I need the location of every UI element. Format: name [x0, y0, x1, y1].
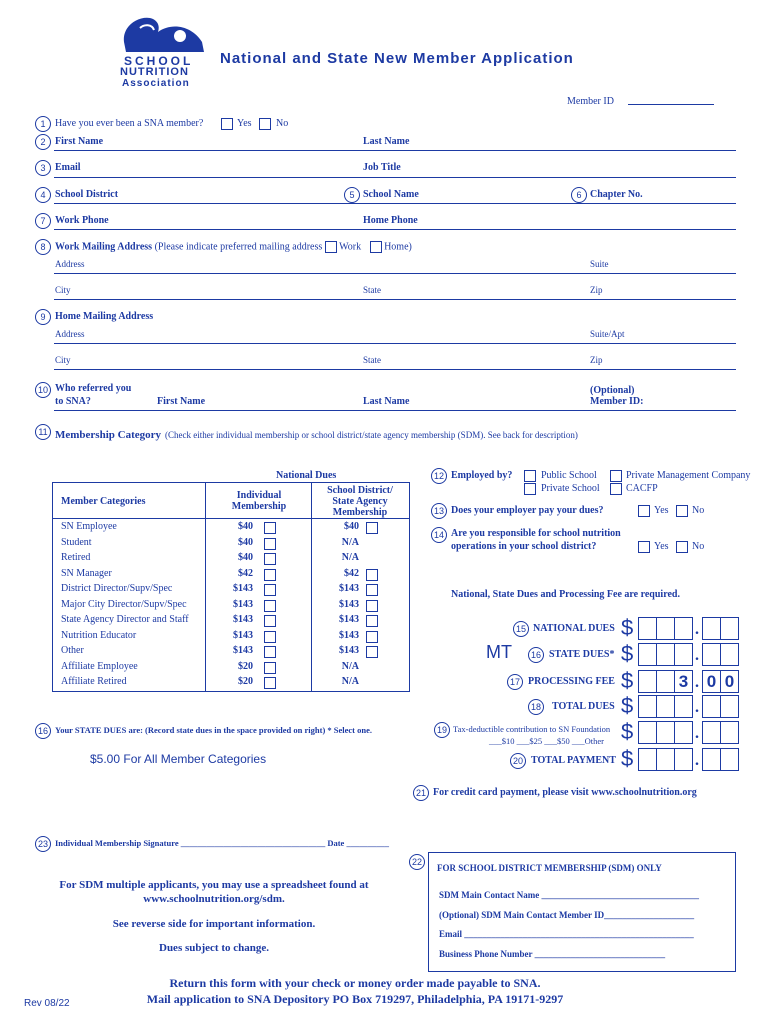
q13-number: 13 [431, 503, 447, 519]
individual-checkbox[interactable] [264, 646, 276, 658]
last-name-label: Last Name [363, 136, 410, 147]
state-code: MT [486, 642, 512, 662]
required-note: National, State Dues and Processing Fee are required. [451, 589, 680, 600]
chapter-no-label: Chapter No. [590, 189, 643, 200]
work-address-label: Work Mailing Address [55, 241, 153, 253]
national-dues-label: NATIONAL DUES [533, 623, 615, 634]
dues-row-category: District Director/Supv/Spec [61, 583, 173, 594]
dues-row-sdm: N/A [341, 676, 359, 687]
q22-number: 22 [409, 854, 425, 870]
private-mgmt-label: Private Management Company [626, 470, 751, 481]
dues-row-category: SN Manager [61, 567, 112, 579]
q6-number: 6 [571, 187, 587, 203]
dues-row-sdm: $143 [339, 629, 359, 641]
individual-checkbox[interactable] [264, 662, 276, 674]
dues-row-sdm: $143 [339, 614, 359, 625]
dues-row-individual: $143 [233, 629, 253, 641]
logo-line3: Association [122, 78, 190, 89]
q16-number: 16 [528, 647, 544, 663]
national-dues-title: National Dues [276, 470, 337, 481]
private-school-label: Private School [541, 483, 600, 494]
dues-row-category: Retired [61, 552, 91, 563]
sdm-phone[interactable]: Business Phone Number _____________________________ [439, 949, 666, 959]
processing-fee-label: PROCESSING FEE [528, 676, 615, 687]
responsible-yes-label: Yes [654, 541, 669, 552]
total-payment-label: TOTAL PAYMENT [531, 755, 616, 766]
dues-row-individual: $143 [233, 614, 253, 625]
sdm-email[interactable]: Email ___________________________________________________ [439, 929, 694, 939]
dues-row-category: Major City Director/Supv/Spec [61, 598, 187, 610]
dues-row-individual: $20 [238, 660, 253, 672]
district-line[interactable] [54, 203, 736, 204]
q20-number: 20 [510, 753, 526, 769]
work-suite-sub: Suite [590, 259, 609, 269]
optional-label: (Optional) [590, 385, 635, 396]
dues-row-sdm: $143 [339, 598, 359, 610]
credit-card-note: For credit card payment, please visit www.schoolnutrition.org [433, 787, 697, 798]
signature-line[interactable]: Individual Membership Signature __________________________________ Date __________ [55, 838, 389, 848]
total-payment-dollar: $ [621, 746, 634, 771]
total-dues-dollar: $ [621, 693, 634, 718]
sdm-box [428, 852, 736, 972]
sdm-info-line3: See reverse side for important information. [112, 918, 316, 930]
q4-number: 4 [35, 187, 51, 203]
total-dues-boxes[interactable]: . [638, 695, 738, 718]
public-school-checkbox[interactable] [524, 470, 536, 482]
q17-number: 17 [507, 674, 523, 690]
sdm-checkbox[interactable] [366, 631, 378, 643]
employer-pay-no-checkbox[interactable] [676, 505, 688, 517]
referred-label1: Who referred you [55, 383, 132, 394]
contribution-label2: ___$10 ___$25 ___$50 ___Other [489, 736, 604, 746]
q11-number: 11 [35, 424, 51, 440]
name-line[interactable] [54, 150, 736, 151]
private-mgmt-checkbox[interactable] [610, 470, 622, 482]
individual-checkbox[interactable] [264, 631, 276, 643]
dues-row-individual: $20 [238, 676, 253, 687]
state-dues-boxes[interactable]: . [638, 643, 738, 666]
work-city-sub: City [55, 285, 71, 295]
state-dues-value: $5.00 For All Member Categories [90, 752, 267, 766]
dues-row-sdm: $143 [339, 645, 359, 656]
sdm-contact-name[interactable]: SDM Main Contact Name ___________________________________ [439, 890, 699, 900]
q19-number: 19 [434, 722, 450, 738]
total-dues-label: TOTAL DUES [552, 701, 615, 712]
dues-row-category: Other [61, 645, 84, 656]
responsible-no-checkbox[interactable] [676, 541, 688, 553]
work-phone-label: Work Phone [55, 215, 109, 226]
apple-figure-icon [114, 12, 210, 54]
dues-row-sdm: $40 [344, 521, 359, 532]
q14-number: 14 [431, 527, 447, 543]
work-address-sub: Address [55, 259, 85, 269]
member-id-field[interactable] [628, 104, 714, 105]
q18-number: 18 [528, 699, 544, 715]
home-suite-sub: Suite/Apt [590, 329, 625, 339]
individual-checkbox[interactable] [264, 677, 276, 689]
logo-line1: SCHOOL [124, 54, 194, 68]
q1-number: 1 [35, 116, 51, 132]
referrer-line[interactable] [54, 410, 736, 411]
sdm-checkbox[interactable] [366, 646, 378, 658]
national-dues-boxes[interactable]: . [638, 617, 738, 640]
email-label: Email [55, 162, 81, 173]
responsible-label2: operations in your school district? [451, 541, 597, 552]
sdm-checkbox[interactable] [366, 615, 378, 627]
employer-pay-no-label: No [692, 505, 705, 516]
individual-checkbox[interactable] [264, 615, 276, 627]
footer-line2: Mail application to SNA Depository PO Box 719297, Philadelphia, PA 19171-9297 [146, 992, 564, 1006]
col-individual-header: Individual Membership [231, 490, 287, 512]
q8-label-row [55, 241, 412, 253]
state-dues-label: STATE DUES* [549, 649, 615, 660]
school-district-label: School District [55, 189, 119, 200]
home-preferred-label: Home) [384, 241, 412, 253]
q8-number: 8 [35, 239, 51, 255]
employer-pay-label: Does your employer pay your dues? [451, 505, 604, 516]
sdm-info-line4: Dues subject to change. [159, 942, 269, 954]
sdm-info-line1: For SDM multiple applicants, you may use a spreadsheet found at [59, 879, 369, 891]
national-dues-dollar: $ [621, 615, 634, 640]
q1-yes-checkbox[interactable] [221, 118, 233, 130]
q16-state-number: 16 [35, 723, 51, 739]
email-line[interactable] [54, 177, 736, 178]
q7-number: 7 [35, 213, 51, 229]
home-zip-sub: Zip [590, 355, 603, 365]
q3-number: 3 [35, 160, 51, 176]
work-state-sub: State [363, 285, 381, 295]
total-payment-boxes[interactable]: . [638, 748, 738, 771]
dues-row-category: Nutrition Educator [61, 629, 137, 641]
first-name-label: First Name [55, 136, 104, 147]
q10-number: 10 [35, 382, 51, 398]
sdm-checkbox[interactable] [366, 569, 378, 581]
footer-line1: Return this form with your check or money order made payable to SNA. [169, 976, 541, 990]
contribution-boxes[interactable]: . [638, 721, 738, 744]
q12-number: 12 [431, 468, 447, 484]
q1-yes-label: Yes [237, 118, 252, 129]
form-title: National and State New Member Application [220, 50, 574, 67]
sdm-checkbox[interactable] [366, 522, 378, 534]
member-id-label: Member ID [567, 96, 614, 107]
q9-number: 9 [35, 309, 51, 325]
sdm-checkbox[interactable] [366, 600, 378, 612]
work-preferred-label: Work [339, 241, 362, 253]
sdm-checkbox[interactable] [366, 584, 378, 596]
revision-label: Rev 08/22 [24, 998, 70, 1009]
dues-row-individual: $40 [238, 521, 253, 532]
state-dues-dollar: $ [621, 641, 634, 666]
col-sdm-header: School District/ State Agency Membership [327, 485, 393, 518]
individual-checkbox[interactable] [264, 584, 276, 596]
dues-row-sdm: N/A [341, 552, 359, 563]
q1-label: Have you ever been a SNA member? [55, 118, 204, 129]
processing-fee-dollars: 3 [674, 670, 693, 693]
home-phone-label: Home Phone [363, 215, 418, 226]
dues-row-category: State Agency Director and Staff [61, 614, 189, 625]
sna-logo [112, 12, 212, 90]
optional-member-id-label: Member ID: [590, 396, 644, 407]
private-school-checkbox[interactable] [524, 483, 536, 495]
processing-fee-dollar: $ [621, 668, 634, 693]
responsible-label1: Are you responsible for school nutrition [451, 528, 621, 539]
q5-number: 5 [344, 187, 360, 203]
individual-checkbox[interactable] [264, 600, 276, 612]
home-state-sub: State [363, 355, 381, 365]
state-dues-instructions: Your STATE DUES are: (Record state dues in the space provided on right) * Select one. [55, 725, 373, 735]
processing-fee-cents2: 0 [720, 670, 739, 693]
membership-category-label: Membership Category [55, 429, 162, 441]
dues-row-category: Student [61, 536, 92, 548]
dues-row-individual: $40 [238, 552, 253, 563]
individual-checkbox[interactable] [264, 569, 276, 581]
employer-pay-yes-label: Yes [654, 505, 669, 516]
q23-number: 23 [35, 836, 51, 852]
responsible-no-label: No [692, 541, 705, 552]
employed-by-label: Employed by? [451, 470, 513, 481]
processing-fee-cents1: 0 [702, 670, 721, 693]
phone-line[interactable] [54, 229, 736, 230]
cacfp-label: CACFP [626, 483, 658, 494]
home-city-sub: City [55, 355, 71, 365]
sdm-title: FOR SCHOOL DISTRICT MEMBERSHIP (SDM) ONLY [437, 863, 662, 873]
home-preferred-checkbox[interactable] [370, 241, 382, 253]
job-title-label: Job Title [363, 162, 401, 173]
q1-no-checkbox[interactable] [259, 118, 271, 130]
dues-row-individual: $143 [233, 583, 253, 594]
work-address-line[interactable] [54, 273, 736, 274]
referrer-last-label: Last Name [363, 396, 410, 407]
public-school-label: Public School [541, 470, 597, 481]
contribution-label1: Tax-deductible contribution to SN Foundation [453, 724, 611, 734]
sdm-info-line2: www.schoolnutrition.org/sdm. [143, 893, 285, 905]
dues-row-category: SN Employee [61, 521, 117, 532]
dues-row-category: Affiliate Retired [61, 676, 127, 687]
dues-row-individual: $143 [233, 598, 253, 610]
referred-label2: to SNA? [55, 396, 91, 407]
work-preferred-checkbox[interactable] [325, 241, 337, 253]
dues-row-sdm: N/A [341, 536, 359, 548]
contribution-dollar: $ [621, 719, 634, 744]
membership-category-row [55, 425, 578, 443]
dues-table [52, 482, 410, 692]
individual-checkbox[interactable] [264, 522, 276, 534]
sdm-contact-member-id[interactable]: (Optional) SDM Main Contact Member ID____________________ [439, 910, 695, 920]
referrer-first-label: First Name [157, 396, 206, 407]
dues-row-category: Affiliate Employee [61, 660, 138, 672]
q21-number: 21 [413, 785, 429, 801]
employer-pay-yes-checkbox[interactable] [638, 505, 650, 517]
work-address-note: (Please indicate preferred mailing address [154, 241, 323, 253]
dues-row-individual: $143 [233, 645, 253, 656]
processing-fee-boxes[interactable]: 3 . 0 0 [638, 670, 738, 693]
col-category-header: Member Categories [61, 496, 146, 507]
dues-row-individual: $40 [238, 536, 253, 548]
home-address-sub: Address [55, 329, 85, 339]
work-city-line[interactable] [54, 299, 736, 300]
school-name-label: School Name [363, 189, 419, 200]
q2-number: 2 [35, 134, 51, 150]
work-zip-sub: Zip [590, 285, 603, 295]
responsible-yes-checkbox[interactable] [638, 541, 650, 553]
home-city-line[interactable] [54, 369, 736, 370]
individual-checkbox[interactable] [264, 538, 276, 550]
home-address-line[interactable] [54, 343, 736, 344]
membership-category-note: (Check either individual membership or school district/state agency membership (SDM). See back for description) [165, 430, 578, 440]
dues-row-sdm: $42 [344, 567, 359, 579]
dues-row-sdm: $143 [339, 583, 359, 594]
logo-line2: NUTRITION [120, 66, 189, 78]
q1-no-label: No [276, 118, 289, 129]
individual-checkbox[interactable] [264, 553, 276, 565]
dues-row-sdm: N/A [341, 660, 359, 672]
cacfp-checkbox[interactable] [610, 483, 622, 495]
home-address-label: Home Mailing Address [55, 311, 154, 322]
q15-number: 15 [513, 621, 529, 637]
dues-row-individual: $42 [238, 567, 253, 579]
